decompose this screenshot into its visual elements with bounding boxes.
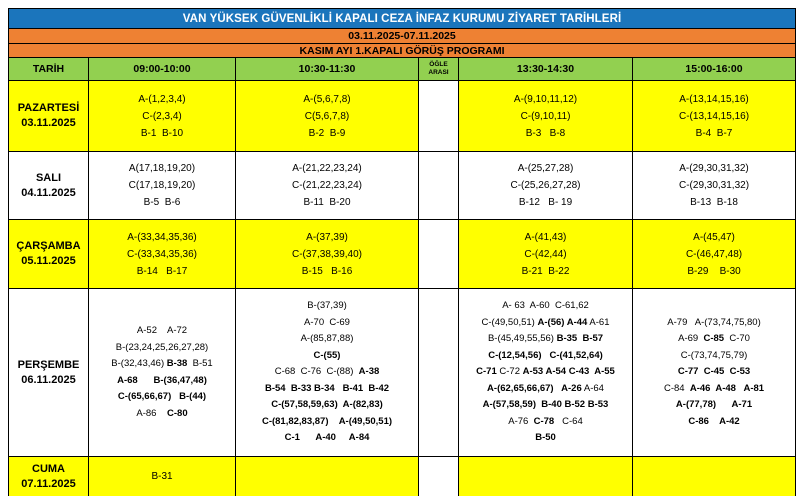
ward-codes-line: A-76 C-78 C-64	[508, 415, 583, 427]
ward-codes-line: B-(32,43,46) B-38 B-51	[111, 358, 213, 369]
ward-codes-line: C-(21,22,23,24)	[291, 180, 363, 191]
ward-codes-line: A-86 C-80	[136, 407, 188, 419]
schedule-cell	[459, 289, 633, 457]
ward-codes-line: C-(29,30,31,32)	[679, 180, 750, 191]
day-cell	[9, 289, 89, 457]
ward-codes-line: A-(57,58,59) B-40 B-52 B-53	[482, 399, 609, 411]
ward-codes-line: C-(57,58,59,63) A-(82,83)	[271, 399, 383, 411]
schedule-cell	[236, 220, 419, 289]
ward-codes-line: C(17,18,19,20)	[128, 180, 196, 191]
schedule-cell	[236, 81, 419, 152]
schedule-cell	[633, 457, 796, 496]
ward-codes-line: A-(41,43)	[524, 231, 567, 243]
ward-codes-line: C-(73,74,75,79)	[680, 349, 748, 361]
ward-codes-line: C-1 A-40 A-84	[284, 432, 370, 444]
ward-codes-line: B-54 B-33 B-34 B-41 B-42	[264, 382, 390, 394]
column-header-1030-1130: 10:30-11:30	[236, 58, 419, 81]
ward-codes-line: A-(21,22,23,24)	[292, 163, 362, 174]
day-name: ÇARŞAMBA	[16, 240, 81, 252]
ward-codes-line: B-(37,39)	[307, 300, 347, 312]
lunch-break-cell	[419, 81, 459, 152]
schedule-cell	[633, 81, 796, 152]
ward-codes-line: A-(9,10,11,12)	[513, 93, 578, 105]
ward-codes-line: A-(37,39)	[306, 231, 348, 243]
ward-codes-line: B-29 B-30	[687, 265, 741, 277]
schedule-table	[8, 8, 796, 496]
ward-codes-line: A-(45,47)	[693, 231, 735, 243]
ward-codes-line: C-84 A-46 A-48 A-81	[663, 382, 765, 394]
ward-codes-line: B-4 B-7	[695, 127, 733, 139]
ward-codes-line: A-79 A-(73,74,75,80)	[667, 316, 761, 328]
schedule-cell	[459, 81, 633, 152]
document-title: VAN YÜKSEK GÜVENLİKLİ KAPALI CEZA İNFAZ KURUMU ZİYARET TARİHLERİ	[9, 9, 796, 29]
program-title: KASIM AYI 1.KAPALI GÖRÜŞ PROGRAMI	[9, 44, 796, 58]
column-header-tarih: TARİH	[9, 58, 89, 81]
ward-codes-line: C-71 C-72 A-53 A-54 C-43 A-55	[476, 366, 615, 378]
day-name: SALI	[35, 171, 62, 184]
schedule-body	[9, 81, 796, 496]
ward-codes-line: C-(55)	[313, 349, 341, 361]
ward-codes-line: C-(25,26,27,28)	[510, 180, 581, 191]
ward-codes-line: A- 63 A-60 C-61,62	[502, 300, 589, 312]
ward-codes-line: A-(62,65,66,67) A-26 A-64	[487, 382, 604, 394]
ward-codes-line: A(17,18,19,20)	[128, 163, 196, 174]
ward-codes-line: C-(42,44)	[524, 248, 567, 260]
schedule-cell	[236, 289, 419, 457]
schedule-cell	[459, 220, 633, 289]
program-row	[9, 44, 796, 58]
ward-codes-line: C-(9,10,11)	[520, 110, 571, 122]
lunch-break-cell	[419, 220, 459, 289]
day-name: PERŞEMBE	[17, 358, 80, 371]
ward-codes-line: B-31	[151, 471, 173, 482]
ward-codes-line: B-14 B-17	[136, 265, 188, 277]
ward-codes-line: A-(33,34,35,36)	[127, 231, 197, 243]
ward-codes-line: B-13 B-18	[690, 197, 738, 208]
ward-codes-line: C-(46,47,48)	[685, 248, 743, 260]
schedule-cell	[236, 457, 419, 496]
schedule-row	[9, 152, 796, 220]
ward-codes-line: B-1 B-10	[140, 127, 184, 139]
ward-codes-line: A-(85,87,88)	[300, 333, 354, 345]
ward-codes-line: B-(23,24,25,26,27,28)	[115, 341, 209, 353]
ward-codes-line: B-2 B-9	[308, 127, 346, 139]
ward-codes-line: B-15 B-16	[301, 265, 353, 277]
schedule-cell	[89, 152, 236, 220]
ward-codes-line: C-(13,14,15,16)	[679, 110, 750, 122]
ward-codes-line: C(5,6,7,8)	[304, 110, 350, 122]
lunch-break-cell	[419, 457, 459, 496]
ward-codes-line: A-(1,2,3,4)	[138, 93, 186, 105]
day-cell	[9, 81, 89, 152]
column-header-0900-1000: 09:00-10:00	[89, 58, 236, 81]
ward-codes-line: C-(2,3,4)	[142, 110, 182, 122]
ward-codes-line: B-(45,49,55,56) B-35 B-57	[487, 333, 604, 345]
day-cell	[9, 457, 89, 496]
ward-codes-line: B-21 B-22	[521, 265, 570, 277]
column-header-1500-1600: 15:00-16:00	[633, 58, 796, 81]
ward-codes-line: C-(12,54,56) C-(41,52,64)	[488, 349, 603, 361]
schedule-cell	[89, 220, 236, 289]
ward-codes-line: B-5 B-6	[143, 197, 181, 208]
ward-codes-line: B-3 B-8	[525, 127, 566, 139]
ward-codes-line: C-(81,82,83,87) A-(49,50,51)	[261, 415, 393, 427]
ward-codes-line: C-86 A-42	[688, 415, 740, 427]
ward-codes-line: C-(49,50,51) A-(56) A-44 A-61	[481, 316, 610, 328]
ward-codes-line: C-68 C-76 C-(88) A-38	[274, 366, 380, 378]
schedule-cell	[89, 81, 236, 152]
day-date: 04.11.2025	[21, 186, 76, 199]
ward-codes-line: A-(13,14,15,16)	[679, 93, 749, 105]
ward-codes-line: C-77 C-45 C-53	[677, 366, 751, 378]
schedule-cell	[459, 152, 633, 220]
date-range-row	[9, 29, 796, 44]
day-name: CUMA	[32, 462, 65, 475]
ward-codes-line: B-12 B- 19	[518, 197, 573, 208]
schedule-cell	[633, 220, 796, 289]
column-header-lunch-break: ÖĞLE ARASI	[419, 58, 459, 81]
ward-codes-line: A-70 C-69	[304, 316, 350, 328]
lunch-break-cell	[419, 289, 459, 457]
column-header-row	[9, 58, 796, 81]
ward-codes-line: C-(33,34,35,36)	[126, 248, 198, 260]
schedule-cell	[459, 457, 633, 496]
column-header-1330-1430: 13:30-14:30	[459, 58, 633, 81]
ward-codes-line: A-(5,6,7,8)	[303, 93, 351, 105]
day-date: 05.11.2025	[21, 255, 76, 267]
ward-codes-line: A-(29,30,31,32)	[679, 163, 749, 174]
title-row	[9, 9, 796, 29]
schedule-cell	[89, 457, 236, 496]
ward-codes-line: B-50	[535, 432, 556, 444]
schedule-row	[9, 289, 796, 457]
ward-codes-line: A-(77,78) A-71	[675, 399, 753, 411]
ward-codes-line: B-11 B-20	[303, 197, 351, 208]
schedule-row	[9, 220, 796, 289]
lunch-break-cell	[419, 152, 459, 220]
date-range: 03.11.2025-07.11.2025	[9, 29, 796, 44]
schedule-cell	[633, 152, 796, 220]
day-date: 07.11.2025	[21, 477, 76, 490]
day-cell	[9, 152, 89, 220]
schedule-row	[9, 81, 796, 152]
schedule-cell	[236, 152, 419, 220]
ward-codes-line: C-(37,38,39,40)	[291, 248, 363, 260]
schedule-cell	[89, 289, 236, 457]
ward-codes-line: C-(65,66,67) B-(44)	[117, 391, 207, 402]
ward-codes-line: A-69 C-85 C-70	[678, 333, 750, 345]
ward-codes-line: A-52 A-72	[136, 325, 188, 336]
ward-codes-line: A-68 B-(36,47,48)	[117, 374, 207, 386]
ward-codes-line: A-(25,27,28)	[517, 163, 574, 174]
day-cell	[9, 220, 89, 289]
schedule-row	[9, 457, 796, 496]
schedule-cell	[633, 289, 796, 457]
day-date: 03.11.2025	[21, 117, 76, 129]
day-date: 06.11.2025	[21, 373, 76, 386]
day-name: PAZARTESİ	[17, 102, 80, 114]
